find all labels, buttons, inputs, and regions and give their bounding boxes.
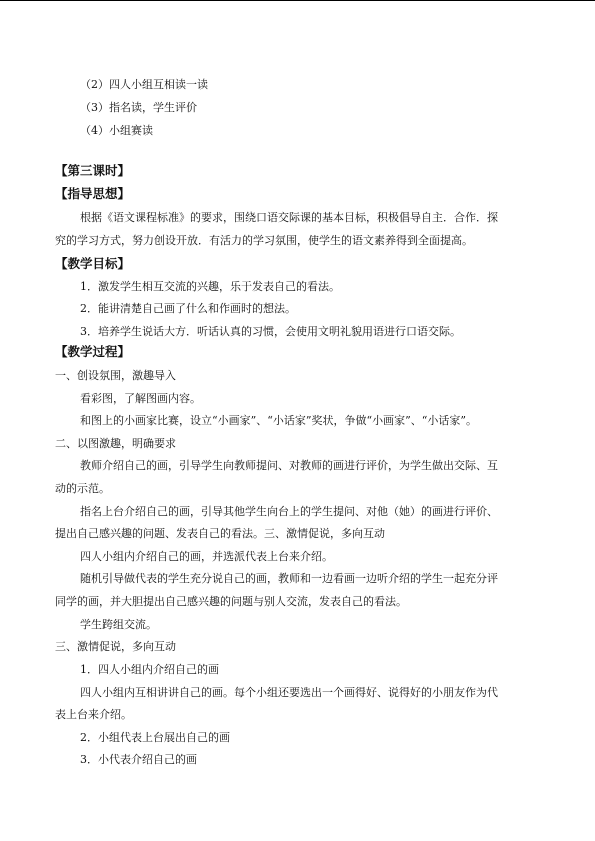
goal-item: 2．能讲清楚自己画了什么和作画时的想法。 xyxy=(80,302,296,315)
section-title: 三、激情促说，多向互动 xyxy=(55,640,176,653)
heading-goals: 【教学目标】 xyxy=(55,256,131,271)
paragraph-line: 表上台来介绍。 xyxy=(55,708,132,721)
list-item: 1．四人小组内介绍自己的画 xyxy=(80,663,219,676)
step-item: （2）四人小组互相读一读 xyxy=(80,78,208,91)
paragraph-line: 和图上的小画家比赛，设立“小画家”、“小话家”奖状，争做“小画家”、“小话家”。 xyxy=(80,414,477,427)
paragraph-line: 四人小组内互相讲讲自己的画。每个小组还要选出一个画得好、说得好的小朋友作为代 xyxy=(80,686,498,699)
section-title: 二、以图激趣，明确要求 xyxy=(55,437,176,450)
paragraph-line: 随机引导做代表的学生充分说自己的画，教师和一边看画一边听介绍的学生一起充分评 xyxy=(80,572,498,585)
heading-guiding: 【指导思想】 xyxy=(55,186,131,201)
goal-item: 1．激发学生相互交流的兴趣，乐于发表自己的看法。 xyxy=(80,280,340,293)
goal-item: 3．培养学生说话大方．听话认真的习惯，会使用文明礼貌用语进行口语交际。 xyxy=(80,325,461,338)
paragraph-line: 四人小组内介绍自己的画，并选派代表上台来介绍。 xyxy=(80,550,333,563)
step-item: （4）小组赛读 xyxy=(80,124,153,137)
heading-lesson3: 【第三课时】 xyxy=(55,163,131,178)
paragraph-line: 指名上台介绍自己的画，引导其他学生向台上的学生提问、对他（她）的画进行评价、 xyxy=(80,505,498,518)
paragraph-line: 根据《语文课程标准》的要求，围绕口语交际课的基本目标，积极倡导自主．合作．探 xyxy=(80,211,498,224)
list-item: 2．小组代表上台展出自己的画 xyxy=(80,731,230,744)
heading-process: 【教学过程】 xyxy=(55,344,131,359)
paragraph-line: 教师介绍自己的画，引导学生向教师提问、对教师的画进行评价，为学生做出交际、互 xyxy=(80,459,498,472)
section-title: 一、创设氛围，激趣导入 xyxy=(55,369,176,382)
paragraph-line: 看彩图，了解图画内容。 xyxy=(80,392,201,405)
paragraph-line: 提出自己感兴趣的问题、发表自己的看法。三、激情促说，多向互动 xyxy=(55,527,385,540)
paragraph-line: 同学的画，并大胆提出自己感兴趣的问题与别人交流，发表自己的看法。 xyxy=(55,595,407,608)
paragraph-line: 学生跨组交流。 xyxy=(80,618,157,631)
paragraph-line: 究的学习方式，努力创设开放．有活力的学习氛围，使学生的语文素养得到全面提高。 xyxy=(55,234,473,247)
list-item: 3．小代表介绍自己的画 xyxy=(80,753,197,766)
step-item: （3）指名读，学生评价 xyxy=(80,101,197,114)
paragraph-line: 动的示范。 xyxy=(55,482,110,495)
